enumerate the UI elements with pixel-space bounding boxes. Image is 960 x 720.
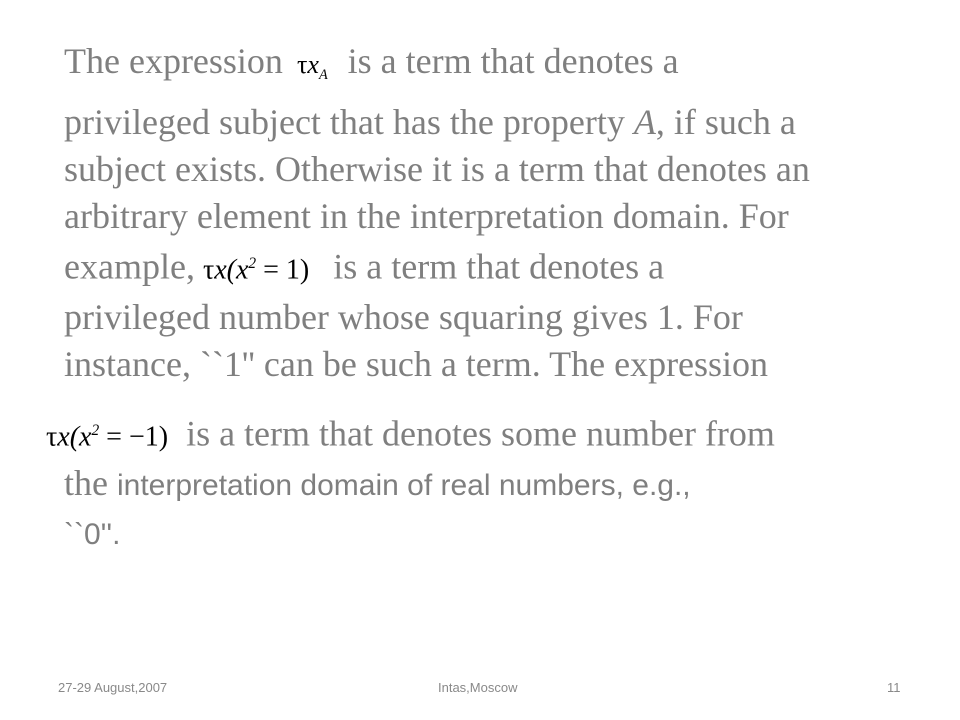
slide-number: 11 — [887, 680, 901, 695]
text-segment: privileged subject that has the property — [64, 102, 634, 143]
formula-tau-x-squared-equals-minus-1 — [46, 407, 168, 460]
formula-tau-x-squared-equals-1 — [203, 240, 309, 293]
text-line-10 — [64, 509, 949, 558]
formula-exponent: 2 — [91, 421, 100, 439]
text-segment: The expression — [64, 41, 283, 81]
text-line-7: instance, ``1'' can be such a term. The expression — [64, 343, 769, 384]
formula-variable: x — [307, 50, 319, 79]
text-line-5 — [64, 240, 949, 293]
text-line-4: arbitrary element in the interpretation domain. For — [64, 196, 789, 237]
formula-tau-symbol: τ — [202, 254, 215, 286]
text-line-2 — [64, 99, 949, 146]
text-segment: , if such a — [655, 102, 796, 143]
text-line-6: privileged number whose squaring gives 1. For — [64, 296, 743, 337]
text-segment-sans: interpretation domain of real numbers, e.g., — [116, 468, 691, 502]
text-segment: is a term that denotes a — [347, 41, 679, 81]
formula-tau-symbol: τ — [296, 50, 308, 79]
formula-rhs: = −1) — [99, 420, 169, 452]
text-line-1 — [64, 38, 949, 99]
formula-lhs: x(x — [214, 254, 249, 286]
formula-tau-symbol: τ — [46, 420, 58, 452]
text-line-8 — [46, 407, 949, 460]
text-segment: is a term that denotes a — [333, 246, 665, 287]
formula-lhs: x(x — [57, 420, 92, 452]
text-segment-sans: ``0''. — [64, 517, 121, 551]
property-variable: A — [633, 102, 656, 143]
formula-subscript: A — [318, 67, 328, 84]
formula-exponent: 2 — [248, 255, 257, 273]
formula-rhs: = 1) — [256, 254, 310, 286]
text-segment: example, — [64, 246, 195, 287]
footer-date: 27-29 August,2007 — [58, 680, 168, 695]
text-segment: is a term that denotes some number from — [186, 412, 775, 453]
text-segment: the — [64, 462, 117, 503]
text-line-3: subject exists. Otherwise it is a term that denotes an — [64, 149, 810, 190]
formula-tau-x-a — [297, 41, 328, 99]
slide-body-text — [46, 38, 949, 558]
footer-place: Intas,Moscow — [438, 680, 518, 695]
text-line-9 — [64, 460, 949, 509]
